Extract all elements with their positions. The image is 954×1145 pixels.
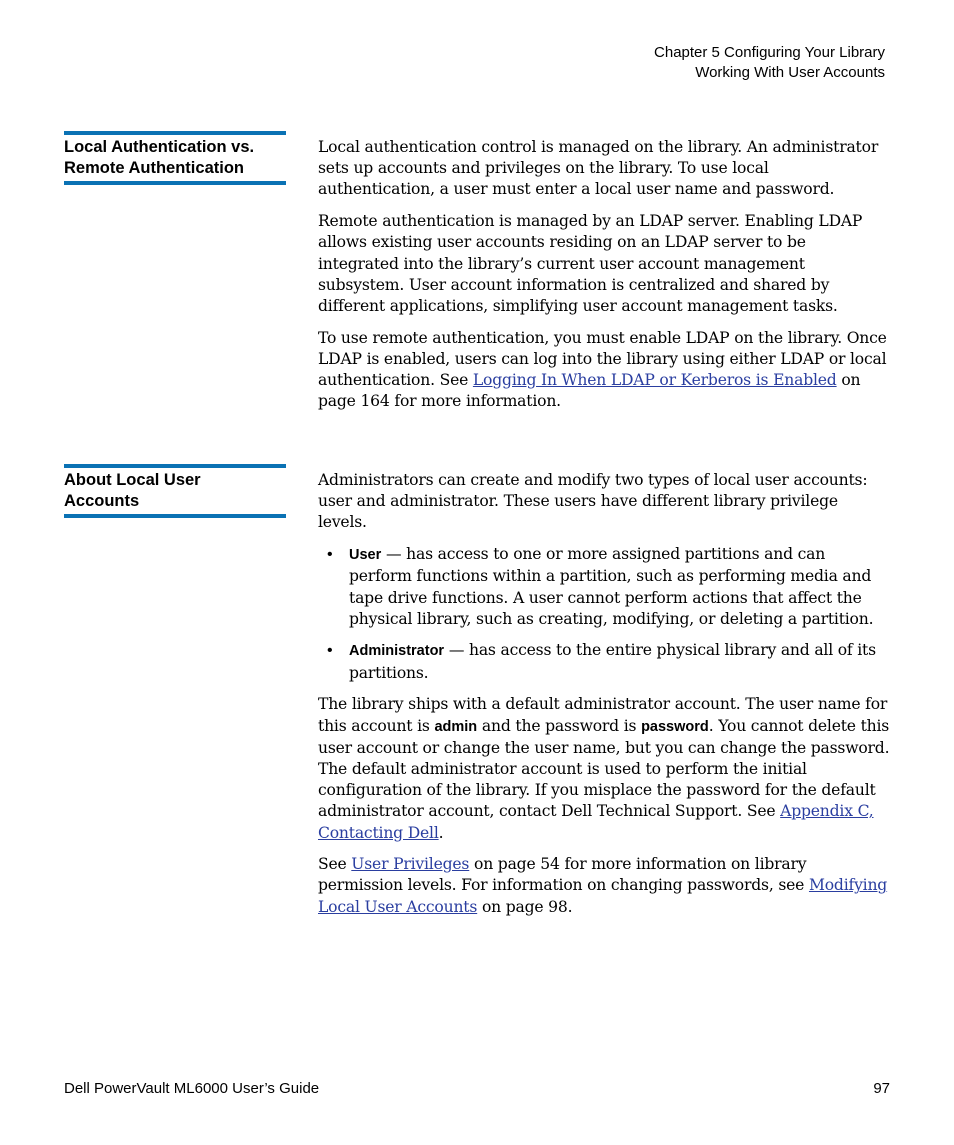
text: . You cannot delete this user account or change the user name, but you can change the password. The default administrator account is used to perform the initial configuration of the library. If you misplace the password for the default administrator account, contact Dell Technical Support. See: [318, 716, 890, 821]
paragraph: [318, 854, 890, 918]
text: on page 54 for more information on library permission levels. For information on changing passwords, see: [318, 855, 809, 895]
page-number: 97: [873, 1080, 890, 1097]
text: on page 164 for more information.: [318, 371, 861, 411]
account-types-list: [318, 544, 890, 684]
link-user-privileges[interactable]: User Privileges: [351, 855, 470, 874]
heading-line: About Local User: [64, 471, 201, 489]
text: on page 98.: [477, 897, 573, 916]
username-admin: admin: [434, 718, 478, 735]
heading-line: Remote Authentication: [64, 159, 244, 177]
footer-title: Dell PowerVault ML6000 User’s Guide: [64, 1080, 320, 1097]
section-heading-local-vs-remote: [64, 131, 286, 185]
text: and the password is: [477, 716, 642, 735]
header-chapter: Chapter 5 Configuring Your Library: [654, 44, 885, 61]
heading-line: Local Authentication vs.: [64, 138, 255, 156]
link-logging-in-ldap[interactable]: Logging In When LDAP or Kerberos is Enabled: [472, 371, 837, 390]
text: .: [438, 823, 444, 842]
link-appendix-c[interactable]: Appendix C, Contacting Dell: [318, 802, 874, 842]
link-modifying-local-user-accounts[interactable]: Modifying Local User Accounts: [318, 876, 888, 916]
list-item: [318, 640, 890, 683]
section-body-about-local-user-accounts: [318, 470, 890, 928]
paragraph: Administrators can create and modify two types of local user accounts: user and administrator. These users have different library privilege levels.: [318, 471, 868, 532]
list-item: [318, 544, 890, 630]
page-footer: [64, 1080, 890, 1097]
section-body-local-vs-remote: [318, 137, 890, 423]
text: To use remote authentication, you must enable LDAP on the library. Once LDAP is enabled, users can log into the library using either LDAP or local authentication. See: [318, 328, 887, 390]
bullet-icon: •: [327, 642, 333, 660]
header-section: Working With User Accounts: [695, 64, 885, 81]
term: User: [349, 547, 382, 564]
text: — has access to one or more assigned partitions and can perform functions within a partition, such as performing media and tape drive functions. A user cannot perform actions that affect the physical library, such as creating, modifying, or deleting a partition.: [349, 545, 874, 628]
text: See: [318, 855, 352, 874]
text: The library ships with a default administrator account. The user name for this account is: [318, 695, 888, 735]
paragraph: Local authentication control is managed on the library. An administrator sets up accounts and privileges on the library. To use local authentication, a user must enter a local user name and password.: [318, 138, 879, 199]
running-header: [654, 43, 885, 83]
section-heading-about-local-user-accounts: [64, 464, 286, 518]
term: Administrator: [349, 643, 445, 660]
heading-line: Accounts: [64, 492, 140, 510]
paragraph: Remote authentication is managed by an LDAP server. Enabling LDAP allows existing user accounts residing on an LDAP server to be integrated into the library’s current user account management subsystem. User account information is centralized and shared by different applications, simplifying user account management tasks.: [318, 212, 863, 315]
paragraph: [318, 328, 890, 413]
bullet-icon: •: [327, 546, 333, 564]
text: — has access to the entire physical library and all of its partitions.: [349, 641, 876, 682]
password-value: password: [641, 718, 709, 735]
paragraph: [318, 694, 890, 843]
